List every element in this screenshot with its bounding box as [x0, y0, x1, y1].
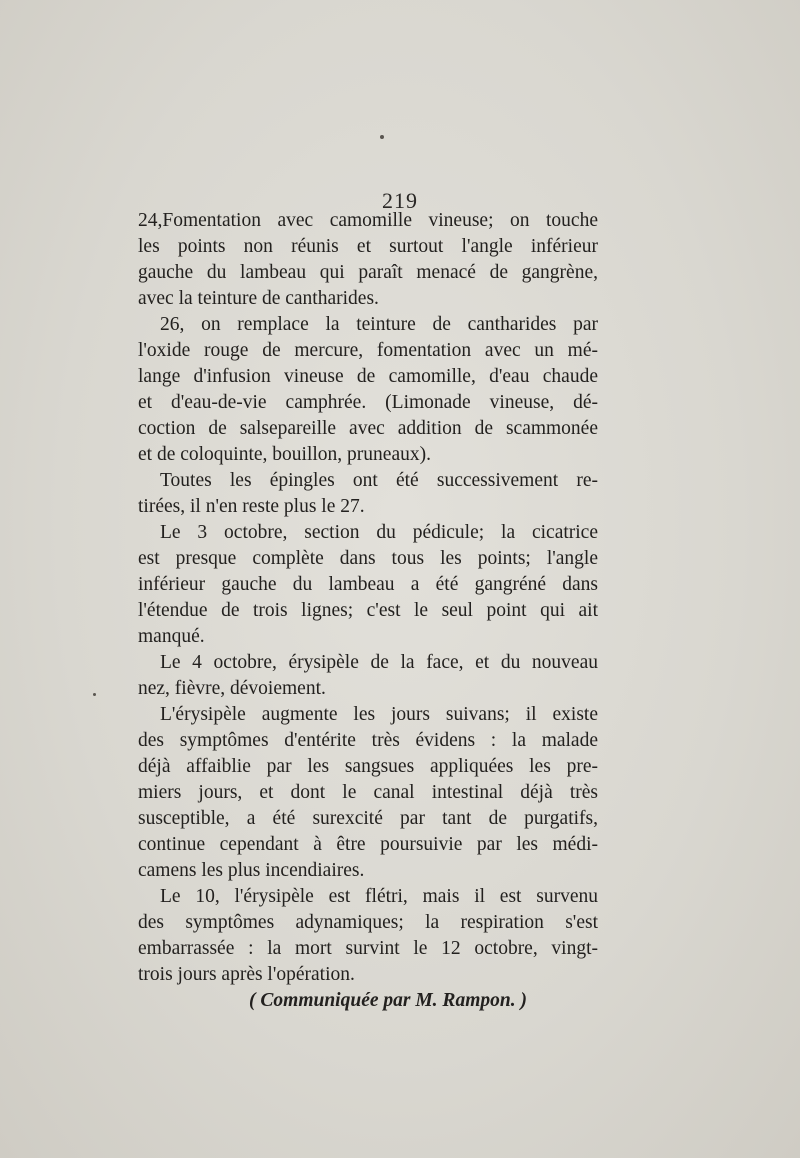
text-line: Le 4 octobre, érysipèle de la face, et du nouveau [160, 652, 598, 673]
text-line: Le 3 octobre, section du pédicule; la cicatrice [160, 522, 598, 543]
text-line: lange d'infusion vineuse de camomille, d'eau chaude [138, 366, 598, 387]
text-line: embarrassée : la mort survint le 12 octobre, vingt- [138, 938, 598, 959]
ink-speck [93, 693, 96, 696]
text-line: tirées, il n'en reste plus le 27. [138, 496, 365, 517]
text-line: L'érysipèle augmente les jours suivans; il existe [160, 704, 598, 725]
text-line: avec la teinture de cantharides. [138, 288, 379, 309]
text-line: miers jours, et dont le canal intestinal déjà très [138, 782, 598, 803]
text-line: inférieur gauche du lambeau a été gangréné dans [138, 574, 598, 595]
text-line: trois jours après l'opération. [138, 964, 355, 985]
text-line: des symptômes adynamiques; la respiration s'est [138, 912, 598, 933]
text-line: Le 10, l'érysipèle est flétri, mais il est survenu [160, 886, 598, 907]
text-line: manqué. [138, 626, 205, 647]
text-line: gauche du lambeau qui paraît menacé de gangrène, [138, 262, 598, 283]
text-line: et d'eau-de-vie camphrée. (Limonade vineuse, dé- [138, 392, 598, 413]
text-line: 26, on remplace la teinture de cantharides par [160, 314, 598, 335]
text-line: des symptômes d'entérite très évidens : la malade [138, 730, 598, 751]
text-line: Toutes les épingles ont été successivement re- [160, 470, 598, 491]
text-line: camens les plus incendiaires. [138, 860, 365, 881]
attribution: ( Communiquée par M. Rampon. ) [249, 990, 527, 1011]
text-line: susceptible, a été surexcité par tant de purgatifs, [138, 808, 598, 829]
text-line: continue cependant à être poursuivie par les médi- [138, 834, 598, 855]
text-line: nez, fièvre, dévoiement. [138, 678, 326, 699]
page-number: 219 [382, 188, 418, 213]
text-line: et de coloquinte, bouillon, pruneaux). [138, 444, 431, 465]
text-line: l'étendue de trois lignes; c'est le seul point qui ait [138, 600, 598, 621]
text-line: coction de salsepareille avec addition de scammonée [138, 418, 598, 439]
text-line: les points non réunis et surtout l'angle inférieur [138, 236, 598, 257]
ink-speck [380, 135, 384, 139]
text-line: est presque complète dans tous les points; l'angle [138, 548, 598, 569]
text-line: l'oxide rouge de mercure, fomentation avec un mé- [138, 340, 598, 361]
text-line: 24,Fomentation avec camomille vineuse; on touche [138, 210, 598, 231]
body-text [138, 208, 598, 1014]
text-line: déjà affaiblie par les sangsues appliquées les pre- [138, 756, 598, 777]
